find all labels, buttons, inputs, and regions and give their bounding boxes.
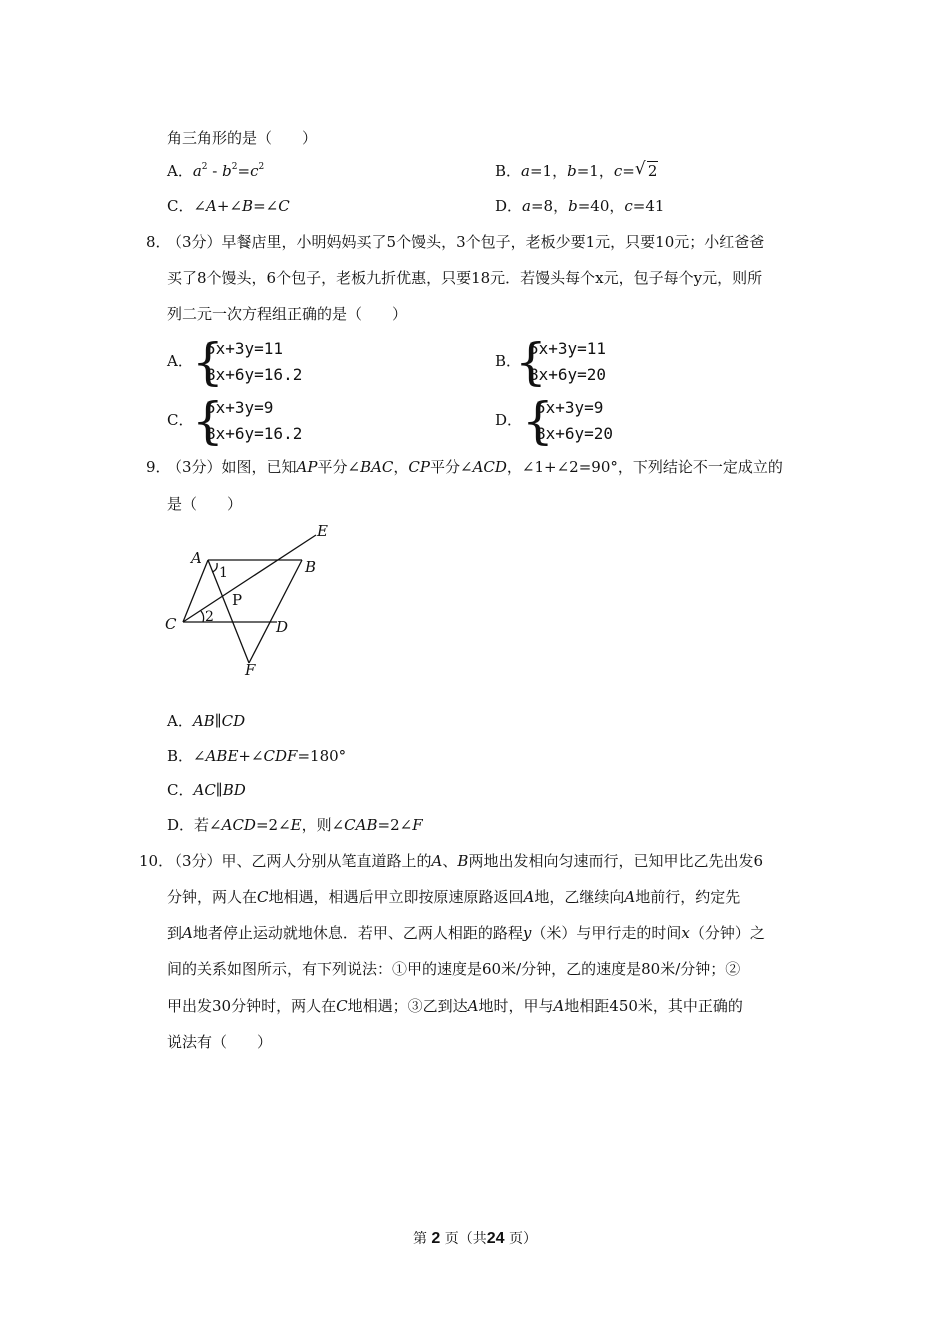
footer-suffix: 页）: [509, 1231, 538, 1247]
q7-option-a: A．$a^2 - b^2=c^2$: [167, 162, 265, 180]
q10-line-5: 甲出发30分钟时，两人在C地相遇；③乙到达A地时，甲与A地相距450米，其中正确的: [167, 997, 743, 1015]
brace-icon: {: [522, 392, 554, 450]
label-b: B: [305, 558, 317, 576]
q8-option-d-system: [522, 392, 614, 450]
q7-option-d: D．a=8，b=40，c=41: [495, 197, 665, 215]
q8-option-b-system: [515, 333, 607, 391]
q10-line-6: 说法有（ ）: [167, 1033, 273, 1051]
q8-number: 8．: [146, 233, 171, 251]
q9-line-2: 是（ ）: [167, 495, 243, 513]
equation-2: 8x+6y=16.2: [206, 365, 303, 384]
label-a: A: [191, 549, 202, 567]
q10-number: 10．: [139, 852, 174, 870]
equation-1: 5x+3y=11: [206, 339, 284, 358]
q9-option-c: C．AC∥BD: [167, 781, 246, 799]
brace-icon: {: [192, 333, 224, 391]
q9-option-d: D．若∠ACD=2∠E，则∠CAB=2∠F: [167, 816, 423, 834]
brace-icon: {: [515, 333, 547, 391]
label-f: F: [245, 661, 256, 679]
q9-geometry-figure: [160, 520, 340, 685]
q8-line-3: 列二元一次方程组正确的是（ ）: [167, 305, 408, 323]
segment-ce: [183, 535, 316, 622]
equation-2: 8x+6y=20: [536, 424, 614, 443]
angle-2-arc: [201, 611, 204, 622]
equation-2: 8x+6y=20: [529, 365, 607, 384]
q7-stem-tail: 角三角形的是（ ）: [167, 129, 318, 147]
q7-option-b: B．a=1，b=1，c=√ 2: [495, 160, 658, 182]
q10-line-3: 到A地者停止运动就地休息．若甲、乙两人相距的路程y（米）与甲行走的时间x（分钟）之: [167, 924, 765, 942]
q10-line-2: 分钟，两人在C地相遇，相遇后甲立即按原速原路返回A地，乙继续向A地前行，约定先: [167, 888, 741, 906]
page-footer: [0, 1229, 950, 1249]
sqrt-symbol: √ 2: [635, 160, 659, 182]
label-e: E: [317, 522, 328, 540]
label-p: P: [232, 591, 243, 609]
label-c: C: [165, 615, 177, 633]
q8-option-b-label: B．: [495, 352, 522, 370]
q8-line-1: （3分）早餐店里，小明妈妈买了5个馒头，3个包子，老板少要1元，只要10元；小红爸爸: [167, 233, 765, 251]
q9-option-a: A．AB∥CD: [167, 712, 246, 730]
q8-option-d-label: D．: [495, 411, 523, 429]
brace-icon: {: [192, 392, 224, 450]
equation-2: 8x+6y=16.2: [206, 424, 303, 443]
q9-line-1: （3分）如图，已知AP平分∠BAC，CP平分∠ACD，∠1+∠2=90°，下列结论不一定成立的: [167, 458, 783, 476]
q8-option-c-label: C．: [167, 411, 194, 429]
q7-option-c: C．∠A+∠B=∠C: [167, 197, 290, 215]
q8-line-2: 买了8个馒头，6个包子，老板九折优惠，只要18元．若馒头每个x元，包子每个y元，则所: [167, 269, 763, 287]
q9-number: 9．: [146, 458, 171, 476]
equation-1: 5x+3y=11: [529, 339, 607, 358]
total-pages: 24: [486, 1230, 505, 1247]
q10-line-4: 间的关系如图所示，有下列说法：①甲的速度是60米/分钟，乙的速度是80米/分钟；②: [167, 960, 741, 978]
label-d: D: [276, 618, 289, 636]
footer-prefix: 第: [412, 1231, 427, 1247]
equation-1: 5x+3y=9: [206, 398, 274, 417]
label-angle-1: 1: [219, 565, 228, 581]
q10-line-1: （3分）甲、乙两人分别从笔直道路上的A、B两地出发相向匀速而行，已知甲比乙先出发6: [167, 852, 763, 870]
q9-option-b: B．∠ABE+∠CDF=180°: [167, 747, 347, 765]
footer-middle: 页（共: [444, 1231, 487, 1247]
q8-option-c-system: [192, 392, 303, 450]
segment-fb: [249, 560, 302, 663]
q8-option-a-system: [192, 333, 303, 391]
segment-af: [208, 560, 249, 663]
label-angle-2: 2: [205, 609, 214, 625]
q8-option-a-label: A．: [167, 352, 193, 370]
page-number: 2: [431, 1230, 441, 1247]
equation-1: 5x+3y=9: [536, 398, 604, 417]
